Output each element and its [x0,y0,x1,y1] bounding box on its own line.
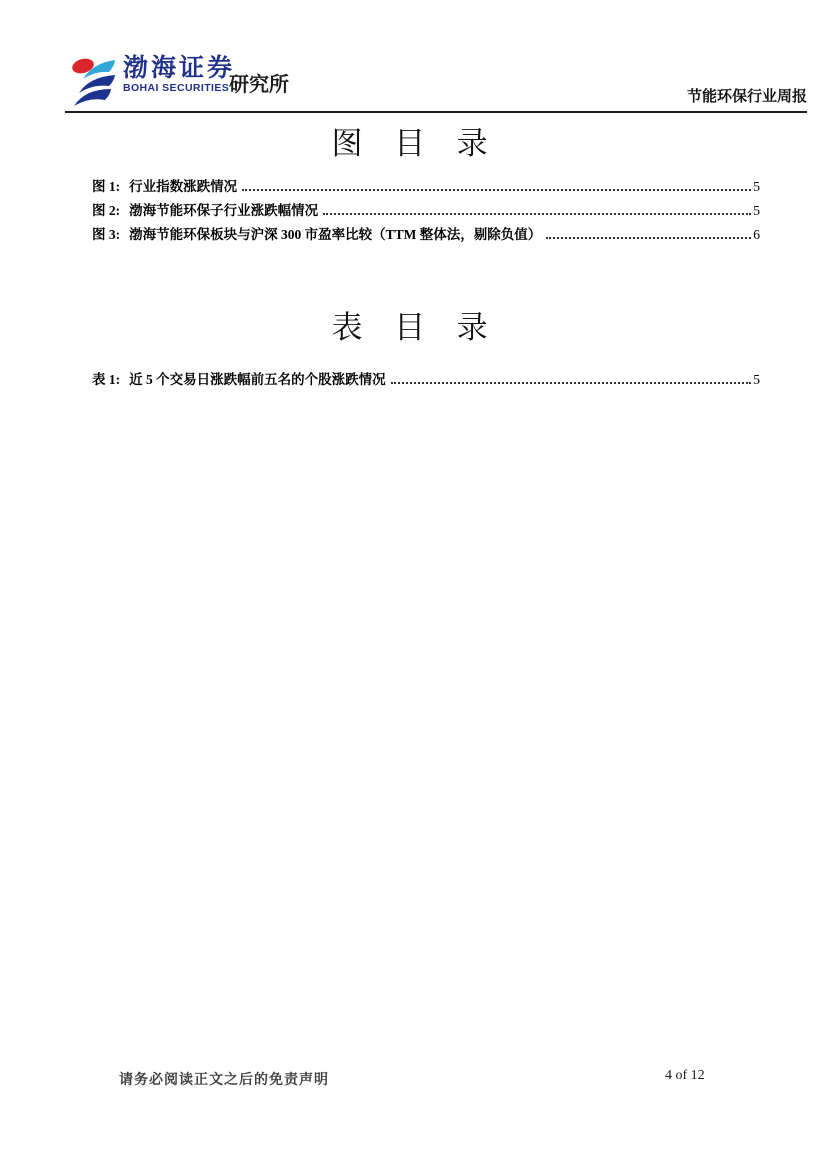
bohai-securities-logo-icon [69,55,121,109]
toc-entry-figure-3[interactable] [92,223,760,247]
research-institute-label: 研究所 [229,74,289,96]
toc-entry-label: 图 3: [92,227,121,242]
toc-entry-page: 5 [753,179,760,194]
toc-dot-leader [242,189,751,191]
toc-content [65,113,765,392]
table-toc-list [92,368,760,392]
brand-block [123,56,235,94]
toc-entry-label: 图 1: [92,179,121,194]
toc-entry-page: 5 [753,203,760,218]
toc-dot-leader [323,213,751,215]
toc-entry-title: 渤海节能环保子行业涨跌幅情况 [129,203,319,218]
figure-toc-list [92,175,760,247]
toc-dot-leader [546,237,751,239]
table-toc-heading: 表 目 录 [331,310,499,346]
toc-entry-label: 表 1: [92,372,121,387]
report-title: 节能环保行业周报 [686,88,807,105]
footer-disclaimer: 请务必阅读正文之后的免责声明 [119,1073,329,1088]
toc-entry-label: 图 2: [92,203,121,218]
toc-entry-title: 行业指数涨跌情况 [129,179,238,194]
figure-toc-heading: 图 目 录 [331,126,499,162]
page-footer [65,1066,807,1092]
brand-name-cn: 渤海证券 [123,55,236,82]
toc-entry-figure-1[interactable] [92,175,760,199]
toc-entry-title: 渤海节能环保板块与沪深 300 市盈率比较（TTM 整体法，剔除负值） [129,227,542,242]
toc-entry-title: 近 5 个交易日涨跌幅前五名的个股涨跌情况 [129,372,386,387]
toc-entry-figure-2[interactable] [92,199,760,223]
toc-dot-leader [391,382,752,384]
toc-entry-page: 6 [753,227,760,242]
brand-name-en: BOHAI SECURITIES [123,82,230,94]
toc-entry-table-1[interactable] [92,368,760,392]
footer-page-number: 4 of 12 [665,1068,705,1083]
report-header [65,0,807,113]
toc-entry-page: 5 [753,372,760,387]
